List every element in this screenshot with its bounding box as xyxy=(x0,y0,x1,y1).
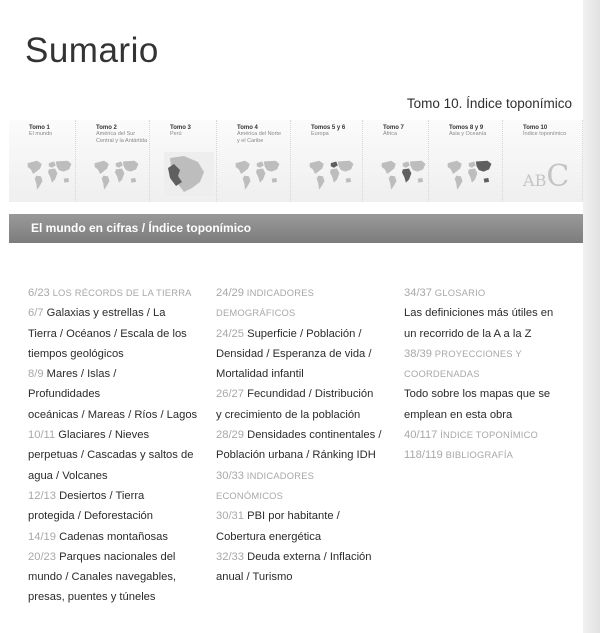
section-heading: ÍNDICE TOPONÍMICO xyxy=(437,429,539,441)
page-range: 24/25 xyxy=(216,327,244,340)
volumes-map-strip xyxy=(9,120,583,202)
topic-text: protegida / Deforestación xyxy=(28,510,154,523)
contents-line xyxy=(28,283,208,303)
page-range: 40/117 xyxy=(404,429,438,442)
page-range: 14/19 xyxy=(28,530,56,543)
contents-line xyxy=(28,324,208,344)
contents-line xyxy=(216,445,396,465)
volume-subtitle: Central y la Antártida xyxy=(96,138,148,144)
contents-column-3 xyxy=(404,283,579,466)
topic-text: oceánicas / Mareas / Ríos / Lagos xyxy=(28,408,198,421)
section-heading: LOS RÉCORDS DE LA TIERRA xyxy=(49,287,192,298)
topic-text: Superficie / Población / xyxy=(244,327,362,340)
page-range: 30/33 xyxy=(216,469,244,482)
contents-line xyxy=(216,466,396,486)
volume-tile xyxy=(429,120,503,202)
contents-line xyxy=(216,425,396,445)
contents-line xyxy=(404,405,579,425)
page-title: Sumario xyxy=(25,31,159,71)
contents-line xyxy=(28,567,208,587)
contents-line xyxy=(216,405,396,425)
volume-tile xyxy=(291,120,363,202)
volume-name: Tomo 4 xyxy=(237,125,258,131)
page-range: 10/11 xyxy=(28,429,56,442)
page-range: 34/37 xyxy=(404,287,432,299)
topic-text: mundo / Canales navegables, xyxy=(28,571,177,584)
topic-text: Glaciares / Nieves xyxy=(55,429,150,442)
page-range: 28/29 xyxy=(216,429,244,442)
contents-line xyxy=(28,527,208,547)
contents-line xyxy=(404,303,579,323)
volume-subtitle: América del Norte xyxy=(237,131,282,137)
topic-text: Parques nacionales del xyxy=(56,550,176,563)
page-range: 26/27 xyxy=(216,388,244,401)
contents-line xyxy=(216,324,396,344)
topic-text: Profundidades xyxy=(28,388,101,401)
contents-line xyxy=(404,384,579,404)
topic-text: Cadenas montañosas xyxy=(56,530,168,543)
volume-name: Tomo 3 xyxy=(170,125,191,131)
topic-text: anual / Turismo xyxy=(216,571,293,584)
contents-line xyxy=(216,567,396,587)
contents-line xyxy=(216,283,396,303)
contents-line xyxy=(28,303,208,323)
volume-subtitle: y el Caribe xyxy=(237,138,264,144)
page-range: 8/9 xyxy=(28,368,44,381)
volume-title: Tomo 10. Índice toponímico xyxy=(406,96,572,111)
contents-line xyxy=(216,364,396,384)
world-map-icon xyxy=(305,152,355,196)
topic-text: Desiertos / Tierra xyxy=(56,489,145,502)
page-range: 30/31 xyxy=(216,510,244,523)
peru-map-icon xyxy=(164,152,214,196)
section-heading: COORDENADAS xyxy=(404,368,480,380)
volume-tile xyxy=(363,120,429,202)
contents-line xyxy=(28,547,208,567)
contents-column-1 xyxy=(28,283,208,608)
topic-text: tiempos geológicos xyxy=(28,347,124,360)
abc-icon xyxy=(523,159,569,194)
world-map-icon xyxy=(23,152,73,196)
section-title: El mundo en cifras / Índice toponímico xyxy=(31,221,252,235)
volume-tile xyxy=(76,120,150,202)
volume-name: Tomos 8 y 9 xyxy=(449,125,484,131)
abc-letter: C xyxy=(546,159,570,194)
volume-tile xyxy=(503,120,583,202)
topic-text: Mares / Islas / xyxy=(43,368,117,381)
volume-subtitle: África xyxy=(383,131,398,137)
topic-text: Tierra / Océanos / Escala de los xyxy=(28,327,187,340)
contents-line xyxy=(28,405,208,425)
contents-line xyxy=(216,303,396,323)
volume-subtitle: Asia y Oceanía xyxy=(449,131,487,137)
section-heading: BIBLIOGRAFÍA xyxy=(442,449,514,461)
contents-line xyxy=(216,547,396,567)
page-range: 38/39 xyxy=(404,347,432,360)
topic-text: y crecimiento de la población xyxy=(216,408,361,421)
contents-line xyxy=(404,283,579,303)
volume-subtitle: Índice toponímico xyxy=(523,131,567,137)
topic-text: Densidad / Esperanza de vida / xyxy=(216,347,372,360)
world-map-icon xyxy=(443,152,493,196)
topic-text: emplean en esta obra xyxy=(404,408,513,421)
contents-line xyxy=(216,344,396,364)
page-range: 12/13 xyxy=(28,489,56,502)
topic-text: presas, puentes y túneles xyxy=(28,591,156,604)
contents-line xyxy=(28,344,208,364)
page-range: 32/33 xyxy=(216,550,244,563)
volume-tile xyxy=(217,120,291,202)
contents-line xyxy=(216,527,396,547)
page-edge-shadow xyxy=(583,0,600,633)
section-heading: INDICADORES xyxy=(244,287,315,298)
section-header-bar xyxy=(9,214,583,243)
topic-text: Densidades continentales / xyxy=(244,429,382,442)
page-range: 6/23 xyxy=(28,287,50,299)
topic-text: agua / Volcanes xyxy=(28,469,108,482)
contents-line xyxy=(28,587,208,607)
contents-line xyxy=(216,384,396,404)
contents-line xyxy=(28,425,208,445)
page-range: 24/29 xyxy=(216,287,244,299)
page-range: 118/119 xyxy=(404,449,443,462)
contents-line xyxy=(28,384,208,404)
section-heading: PROYECCIONES Y xyxy=(432,347,522,359)
section-heading: ECONÓMICOS xyxy=(216,489,284,501)
contents-line xyxy=(28,486,208,506)
section-heading: INDICADORES xyxy=(244,469,315,481)
contents-line xyxy=(404,344,579,364)
page-range: 6/7 xyxy=(28,307,44,320)
topic-text: un recorrido de la A a la Z xyxy=(404,327,532,340)
page-range: 20/23 xyxy=(28,550,56,563)
contents-line xyxy=(404,425,579,445)
contents-line xyxy=(216,506,396,526)
world-map-icon xyxy=(377,152,427,196)
volume-name: Tomos 5 y 6 xyxy=(311,125,346,131)
volume-tile xyxy=(9,120,76,202)
abc-letter: A xyxy=(523,171,535,190)
volume-subtitle: América del Sur xyxy=(96,131,136,137)
contents-line xyxy=(404,324,579,344)
volume-name: Tomo 7 xyxy=(383,125,404,131)
section-heading: DEMOGRÁFICOS xyxy=(216,307,296,319)
contents-column-2 xyxy=(216,283,396,587)
topic-text: Mortalidad infantil xyxy=(216,368,304,381)
topic-text: perpetuas / Cascadas y saltos de xyxy=(28,449,194,462)
topic-text: Deuda externa / Inflación xyxy=(244,550,372,563)
contents-line xyxy=(28,466,208,486)
volume-name: Tomo 2 xyxy=(96,125,117,131)
topic-text: Galaxias y estrellas / La xyxy=(43,307,166,320)
contents-line xyxy=(28,364,208,384)
contents-line xyxy=(28,506,208,526)
contents-line xyxy=(404,364,579,384)
volume-tile xyxy=(150,120,217,202)
world-map-icon xyxy=(231,152,281,196)
topic-text: Cobertura energética xyxy=(216,530,322,543)
world-map-icon xyxy=(90,152,140,196)
section-heading: GLOSARIO xyxy=(432,287,486,298)
topic-text: Todo sobre los mapas que se xyxy=(404,388,551,401)
topic-text: Población urbana / Ránking IDH xyxy=(216,449,376,462)
topic-text: Las definiciones más útiles en xyxy=(404,307,554,320)
volume-subtitle: Perú xyxy=(170,131,182,137)
topic-text: PBI por habitante / xyxy=(244,510,340,523)
contents-line xyxy=(216,486,396,506)
contents-line xyxy=(404,445,579,465)
volume-name: Tomo 1 xyxy=(29,125,50,131)
volume-name: Tomo 10 xyxy=(523,125,548,131)
contents-line xyxy=(28,445,208,465)
abc-letter: B xyxy=(534,171,547,190)
volume-subtitle: Europa xyxy=(311,131,329,137)
topic-text: Fecundidad / Distribución xyxy=(244,388,374,401)
volume-subtitle: El mundo xyxy=(29,131,53,137)
